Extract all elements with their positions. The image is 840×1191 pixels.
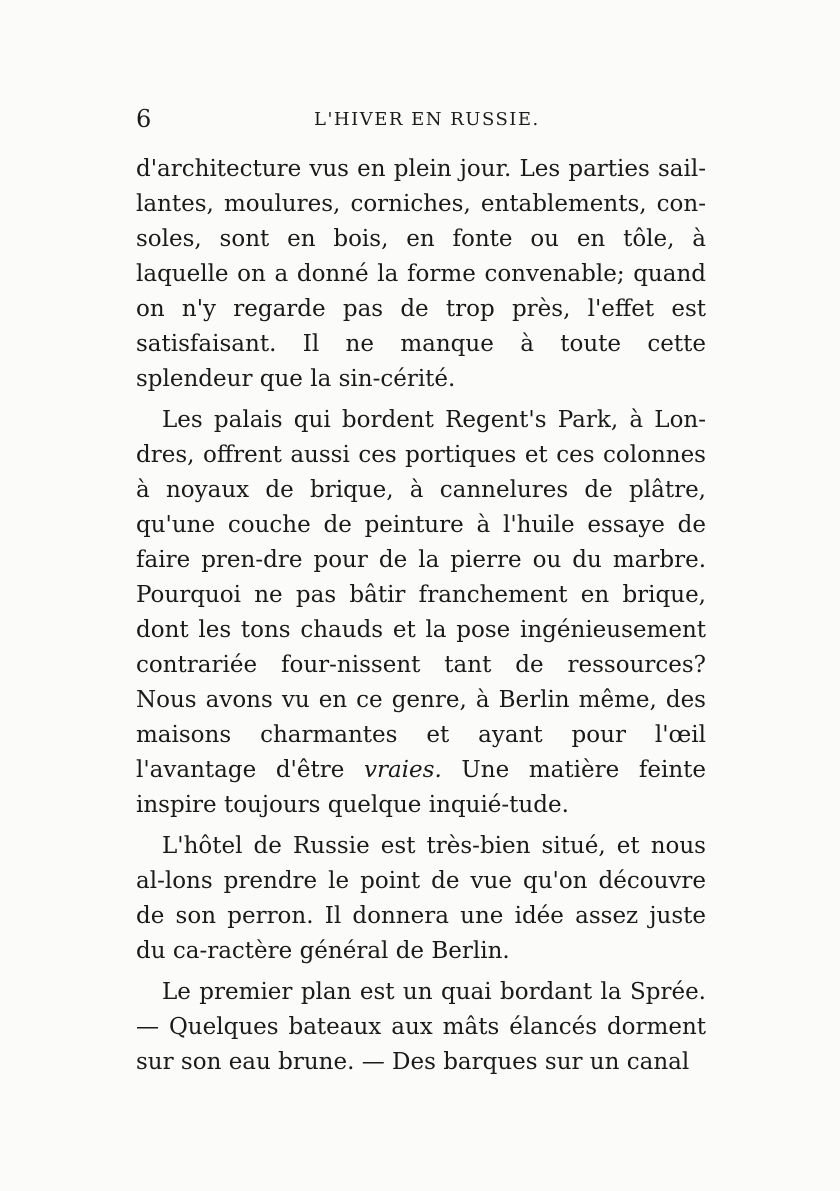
- paragraph-1: [136, 152, 706, 397]
- paragraph-2-text-after: Une matière feinte inspire toujours quelque inquié-tude.: [136, 757, 706, 818]
- paragraph-1-text: d'architecture vus en plein jour. Les parties sail-lantes, moulures, corniches, entablements, con-soles, sont en bois, en fonte ou en tôle, à laquelle on a donné la forme convenable; quand on n'y regarde pas de trop près, l'effet est satisfaisant. Il ne manque à toute cette splendeur que la sin-cérité.: [136, 156, 706, 392]
- paragraph-4: [136, 975, 706, 1080]
- running-title: L'HIVER EN RUSSIE.: [314, 109, 540, 130]
- paragraph-4-text: Le premier plan est un quai bordant la Sprée. — Quelques bateaux aux mâts élancés dorment sur son eau brune. — Des barques sur un canal: [136, 979, 706, 1075]
- paragraph-2-text-before: Les palais qui bordent Regent's Park, à Lon-dres, offrent aussi ces portiques et ces colonnes à noyaux de brique, à cannelures de plâtre, qu'une couche de peinture à l'huile essaye de faire pren-dre pour de la pierre ou du marbre. Pourquoi ne pas bâtir franchement en brique, dont les tons chauds et la pose ingénieusement contrariée four-nissent tant de ressources? Nous avons vu en ce genre, à Berlin même, des maisons charmantes et ayant pour l'œil l'avantage d'être: [136, 407, 706, 783]
- page-number: 6: [136, 105, 152, 133]
- paragraph-2-emphasis: vraies.: [363, 757, 442, 783]
- paragraph-3-text: L'hôtel de Russie est très-bien situé, et nous al-lons prendre le point de vue qu'on découvre de son perron. Il donnera une idée assez juste du ca-ractère général de Berlin.: [136, 833, 706, 964]
- paragraph-2: [136, 403, 706, 823]
- book-page: [136, 0, 706, 1191]
- page-header: [136, 104, 706, 134]
- body-text: [136, 152, 706, 1080]
- paragraph-3: [136, 829, 706, 969]
